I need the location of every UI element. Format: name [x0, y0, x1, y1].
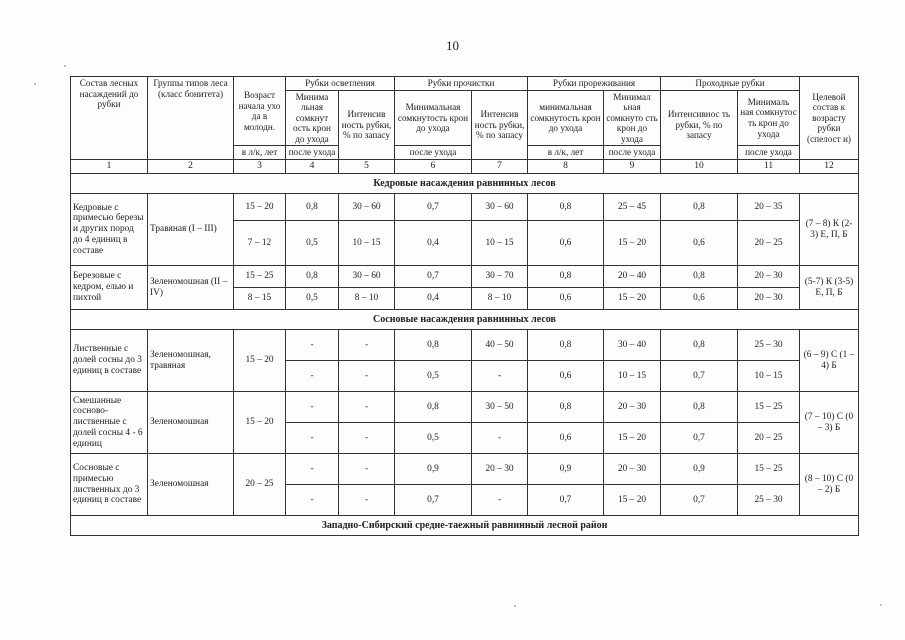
- intensity-prochistki-cell: 30 – 50: [472, 392, 528, 423]
- header-group-prohodnye: Проходные рубки: [661, 77, 800, 91]
- composition-cell: Березовые с кедром, елью и пихтой: [71, 266, 148, 310]
- table-row: [71, 454, 859, 485]
- column-number: 2: [148, 160, 234, 174]
- age-years-cell: 8 – 15: [234, 288, 286, 310]
- closure-after-prohodnye-cell: 20 – 30: [738, 266, 800, 288]
- closure-after-prorezhivaniya-cell: 20 – 30: [604, 392, 661, 423]
- header-col4: Минима льная сомкнут ость крон до ухода: [286, 90, 339, 146]
- target-composition-cell: (6 – 9) С (1 – 4) Б: [800, 330, 859, 392]
- composition-cell: Смешанные сосново-лиственные с долей сосны 4 - 6 единиц: [71, 392, 148, 454]
- column-number: 10: [661, 160, 738, 174]
- closure-after-prohodnye-cell: 15 – 25: [738, 392, 800, 423]
- min-closure-osvetleniya-cell: 0,5: [286, 221, 339, 266]
- target-composition-cell: (7 – 10) С (0 – 3) Б: [800, 392, 859, 454]
- age-years-cell: 7 – 12: [234, 221, 286, 266]
- intensity-prohodnye-cell: 0,7: [661, 485, 738, 516]
- forest-care-table: [70, 76, 859, 536]
- intensity-prochistki-cell: 30 – 60: [472, 194, 528, 221]
- header-col5: Интенсив ность рубки, % по запасу: [339, 90, 395, 159]
- header-sub3: в л/к, лет: [234, 146, 286, 160]
- header-age: Возраст начала ухо да в молодн.: [234, 77, 286, 146]
- min-closure-prorezhivaniya-cell: 0,6: [528, 423, 604, 454]
- scan-speck: [34, 83, 36, 85]
- header-col7: Интенсив ность рубки, % по запасу: [472, 90, 528, 159]
- header-target: Целевой состав к возрасту рубки (спелост и): [800, 77, 859, 160]
- intensity-prohodnye-cell: 0,9: [661, 454, 738, 485]
- header-col9: Минимал ьная сомкнуто сть крон до ухода: [604, 90, 661, 146]
- column-number: 11: [738, 160, 800, 174]
- min-closure-prorezhivaniya-cell: 0,8: [528, 194, 604, 221]
- header-col8: минимальная сомкнутость крон до ухода: [528, 90, 604, 146]
- scan-speck: [880, 604, 882, 606]
- min-closure-osvetleniya-cell: 0,8: [286, 194, 339, 221]
- closure-after-prohodnye-cell: 10 – 15: [738, 361, 800, 392]
- min-closure-prochistki-cell: 0,7: [395, 194, 472, 221]
- min-closure-osvetleniya-cell: 0,5: [286, 288, 339, 310]
- closure-after-prorezhivaniya-cell: 15 – 20: [604, 288, 661, 310]
- intensity-osvetleniya-cell: -: [339, 392, 395, 423]
- target-composition-cell: (5-7) К (3-5) Е, П, Б: [800, 266, 859, 310]
- column-numbers-row: [71, 160, 859, 174]
- closure-after-prohodnye-cell: 20 – 30: [738, 288, 800, 310]
- intensity-osvetleniya-cell: 30 – 60: [339, 266, 395, 288]
- closure-after-prorezhivaniya-cell: 20 – 40: [604, 266, 661, 288]
- min-closure-prorezhivaniya-cell: 0,6: [528, 361, 604, 392]
- closure-after-prohodnye-cell: 15 – 25: [738, 454, 800, 485]
- min-closure-osvetleniya-cell: -: [286, 485, 339, 516]
- age-years-cell: 15 – 20: [234, 392, 286, 454]
- intensity-osvetleniya-cell: -: [339, 485, 395, 516]
- forest-type-cell: Зеленомошная: [148, 454, 234, 516]
- scan-speck: [64, 65, 66, 67]
- min-closure-prochistki-cell: 0,4: [395, 221, 472, 266]
- header-sub11: после ухода: [738, 146, 800, 160]
- closure-after-prorezhivaniya-cell: 20 – 30: [604, 454, 661, 485]
- intensity-prohodnye-cell: 0,7: [661, 361, 738, 392]
- header-sub6: после ухода: [395, 146, 472, 160]
- table-row: [71, 266, 859, 288]
- intensity-prochistki-cell: -: [472, 423, 528, 454]
- min-closure-osvetleniya-cell: -: [286, 330, 339, 361]
- age-years-cell: 15 – 20: [234, 330, 286, 392]
- header-sub9: после ухода: [604, 146, 661, 160]
- intensity-prochistki-cell: 40 – 50: [472, 330, 528, 361]
- intensity-osvetleniya-cell: -: [339, 361, 395, 392]
- min-closure-prorezhivaniya-cell: 0,6: [528, 221, 604, 266]
- closure-after-prorezhivaniya-cell: 15 – 20: [604, 221, 661, 266]
- intensity-prochistki-cell: -: [472, 361, 528, 392]
- min-closure-osvetleniya-cell: -: [286, 392, 339, 423]
- closure-after-prorezhivaniya-cell: 15 – 20: [604, 423, 661, 454]
- closure-after-prorezhivaniya-cell: 25 – 45: [604, 194, 661, 221]
- target-composition-cell: (7 – 8) К (2-3) Е, П, Б: [800, 194, 859, 266]
- header-forest-type: Группы типов леса (класс бонитета): [148, 77, 234, 160]
- intensity-osvetleniya-cell: -: [339, 423, 395, 454]
- intensity-prohodnye-cell: 0,6: [661, 221, 738, 266]
- section-title-sosna: Сосновые насаждения равнинных лесов: [71, 310, 859, 330]
- table-row: [71, 194, 859, 221]
- closure-after-prohodnye-cell: 25 – 30: [738, 330, 800, 361]
- closure-after-prorezhivaniya-cell: 15 – 20: [604, 485, 661, 516]
- intensity-prohodnye-cell: 0,7: [661, 423, 738, 454]
- min-closure-prochistki-cell: 0,4: [395, 288, 472, 310]
- header-group-prochistki: Рубки прочистки: [395, 77, 528, 91]
- forest-type-cell: Зеленомошная, травяная: [148, 330, 234, 392]
- intensity-prohodnye-cell: 0,8: [661, 330, 738, 361]
- closure-after-prohodnye-cell: 20 – 35: [738, 194, 800, 221]
- min-closure-prochistki-cell: 0,7: [395, 485, 472, 516]
- age-years-cell: 20 – 25: [234, 454, 286, 516]
- min-closure-osvetleniya-cell: -: [286, 454, 339, 485]
- forest-type-cell: Зеленомошная: [148, 392, 234, 454]
- intensity-prochistki-cell: 30 – 70: [472, 266, 528, 288]
- header-sub4: после ухода: [286, 146, 339, 160]
- intensity-osvetleniya-cell: -: [339, 454, 395, 485]
- closure-after-prorezhivaniya-cell: 30 – 40: [604, 330, 661, 361]
- min-closure-prorezhivaniya-cell: 0,7: [528, 485, 604, 516]
- min-closure-prorezhivaniya-cell: 0,6: [528, 288, 604, 310]
- age-years-cell: 15 – 20: [234, 194, 286, 221]
- intensity-prochistki-cell: -: [472, 485, 528, 516]
- header-col11: Минималь ная сомкнутос ть крон до ухода: [738, 90, 800, 146]
- column-number: 9: [604, 160, 661, 174]
- intensity-prohodnye-cell: 0,8: [661, 392, 738, 423]
- min-closure-osvetleniya-cell: -: [286, 361, 339, 392]
- intensity-prohodnye-cell: 0,8: [661, 266, 738, 288]
- intensity-prochistki-cell: 8 – 10: [472, 288, 528, 310]
- column-number: 6: [395, 160, 472, 174]
- intensity-prochistki-cell: 10 – 15: [472, 221, 528, 266]
- composition-cell: Сосновые с примесью лиственных до 3 единиц в составе: [71, 454, 148, 516]
- header-sub8: в л/к, лет: [528, 146, 604, 160]
- closure-after-prohodnye-cell: 20 – 25: [738, 221, 800, 266]
- min-closure-prorezhivaniya-cell: 0,8: [528, 392, 604, 423]
- min-closure-osvetleniya-cell: -: [286, 423, 339, 454]
- section-title-zapad: Западно-Сибирский средне-таежный равнинный лесной район: [71, 516, 859, 536]
- table-row: [71, 392, 859, 423]
- column-number: 1: [71, 160, 148, 174]
- column-number: 8: [528, 160, 604, 174]
- intensity-osvetleniya-cell: 30 – 60: [339, 194, 395, 221]
- min-closure-prochistki-cell: 0,8: [395, 330, 472, 361]
- min-closure-prochistki-cell: 0,7: [395, 266, 472, 288]
- header-group-osvetleniya: Рубки осветления: [286, 77, 395, 91]
- column-number: 12: [800, 160, 859, 174]
- header-composition: Состав лесных насаждений до рубки: [71, 77, 148, 160]
- section-title-kedr: Кедровые насаждения равнинных лесов: [71, 174, 859, 194]
- closure-after-prorezhivaniya-cell: 10 – 15: [604, 361, 661, 392]
- intensity-osvetleniya-cell: 10 – 15: [339, 221, 395, 266]
- header-group-prorezhivaniya: Рубки прореживания: [528, 77, 661, 91]
- composition-cell: Лиственные с долей сосны до 3 единиц в составе: [71, 330, 148, 392]
- column-number: 5: [339, 160, 395, 174]
- header-col10: Интенсивнос ть рубки, % по запасу: [661, 90, 738, 159]
- column-number: 7: [472, 160, 528, 174]
- min-closure-prorezhivaniya-cell: 0,8: [528, 330, 604, 361]
- column-number: 4: [286, 160, 339, 174]
- intensity-prohodnye-cell: 0,6: [661, 288, 738, 310]
- min-closure-osvetleniya-cell: 0,8: [286, 266, 339, 288]
- min-closure-prochistki-cell: 0,8: [395, 392, 472, 423]
- min-closure-prochistki-cell: 0,5: [395, 423, 472, 454]
- target-composition-cell: (8 – 10) С (0 – 2) Б: [800, 454, 859, 516]
- min-closure-prorezhivaniya-cell: 0,8: [528, 266, 604, 288]
- header-col6: Минимальная сомкнутость крон до ухода: [395, 90, 472, 146]
- intensity-osvetleniya-cell: -: [339, 330, 395, 361]
- min-closure-prochistki-cell: 0,5: [395, 361, 472, 392]
- age-years-cell: 15 – 25: [234, 266, 286, 288]
- forest-type-cell: Травяная (I – III): [148, 194, 234, 266]
- intensity-osvetleniya-cell: 8 – 10: [339, 288, 395, 310]
- scan-speck: [514, 605, 516, 607]
- forest-type-cell: Зеленомошная (II – IV): [148, 266, 234, 310]
- intensity-prohodnye-cell: 0,8: [661, 194, 738, 221]
- closure-after-prohodnye-cell: 25 – 30: [738, 485, 800, 516]
- min-closure-prochistki-cell: 0,9: [395, 454, 472, 485]
- intensity-prochistki-cell: 20 – 30: [472, 454, 528, 485]
- closure-after-prohodnye-cell: 20 – 25: [738, 423, 800, 454]
- table-row: [71, 330, 859, 361]
- column-number: 3: [234, 160, 286, 174]
- composition-cell: Кедровые с примесью березы и других пород до 4 единиц в составе: [71, 194, 148, 266]
- min-closure-prorezhivaniya-cell: 0,9: [528, 454, 604, 485]
- page-number: 10: [446, 38, 459, 53]
